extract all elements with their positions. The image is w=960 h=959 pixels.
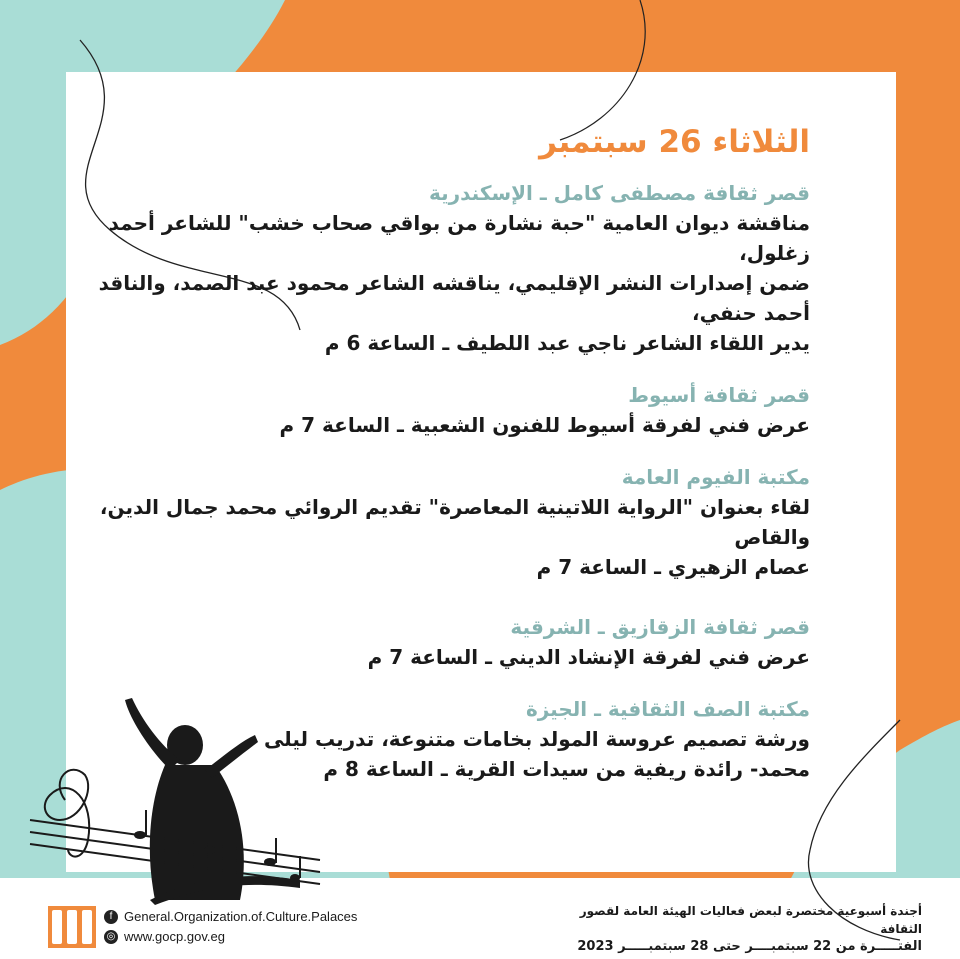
event-zagazig xyxy=(70,612,810,672)
facebook-label: General.Organization.of.Culture.Palaces xyxy=(124,909,358,924)
agenda-title: أجندة أسبوعية مختصرة لبعض فعاليات الهيئة العامة لقصور الثقافة xyxy=(579,904,922,936)
date-title: الثلاثاء 26 سبتمبر xyxy=(539,124,810,160)
event-venue: مكتبة الصف الثقافية ـ الجيزة xyxy=(525,697,810,721)
event-description-line: ضمن إصدارات النشر الإقليمي، يناقشه الشاعر محمود عبد الصمد، والناقد أحمد حنفي، xyxy=(98,271,810,325)
event-description-line: عصام الزهيري ـ الساعة 7 م xyxy=(536,555,810,579)
event-description-line: يدير اللقاء الشاعر ناجي عبد اللطيف ـ الساعة 6 م xyxy=(324,331,810,355)
event-alexandria xyxy=(70,178,810,358)
agenda-period: الفتـــــرة من 22 سبتمبــــر حتى 28 سبتمبـــــر 2023 xyxy=(577,939,922,954)
event-assiut xyxy=(70,380,810,440)
events-content xyxy=(70,120,810,806)
website-label: www.gocp.gov.eg xyxy=(124,929,225,944)
event-venue: مكتبة الفيوم العامة xyxy=(621,465,810,489)
event-fayoum xyxy=(70,462,810,582)
facebook-icon: f xyxy=(104,910,118,924)
event-description-line: عرض فني لفرقة الإنشاد الديني ـ الساعة 7 م xyxy=(367,645,810,669)
gocp-logo xyxy=(48,906,96,948)
event-description-line: لقاء بعنوان "الرواية اللاتينية المعاصرة" تقديم الروائي محمد جمال الدين، والقاص xyxy=(99,495,810,549)
website-link[interactable] xyxy=(104,929,225,944)
event-description-line: عرض فني لفرقة أسيوط للفنون الشعبية ـ الساعة 7 م xyxy=(279,413,810,437)
event-giza xyxy=(70,694,810,784)
facebook-link[interactable] xyxy=(104,909,357,924)
agenda-caption xyxy=(562,902,922,956)
event-description-line: محمد- رائدة ريفية من سيدات القرية ـ الساعة 8 م xyxy=(323,757,810,781)
event-venue: قصر ثقافة الزقازيق ـ الشرقية xyxy=(510,615,810,639)
event-description-line: ورشة تصميم عروسة المولد بخامات متنوعة، تدريب ليلى xyxy=(263,727,810,751)
event-venue: قصر ثقافة أسيوط xyxy=(628,383,810,407)
event-venue: قصر ثقافة مصطفى كامل ـ الإسكندرية xyxy=(428,181,810,205)
globe-icon: ◎ xyxy=(104,930,118,944)
event-description-line: مناقشة ديوان العامية "حبة نشارة من بواقي صحاب خشب" للشاعر أحمد زغلول، xyxy=(108,211,810,265)
